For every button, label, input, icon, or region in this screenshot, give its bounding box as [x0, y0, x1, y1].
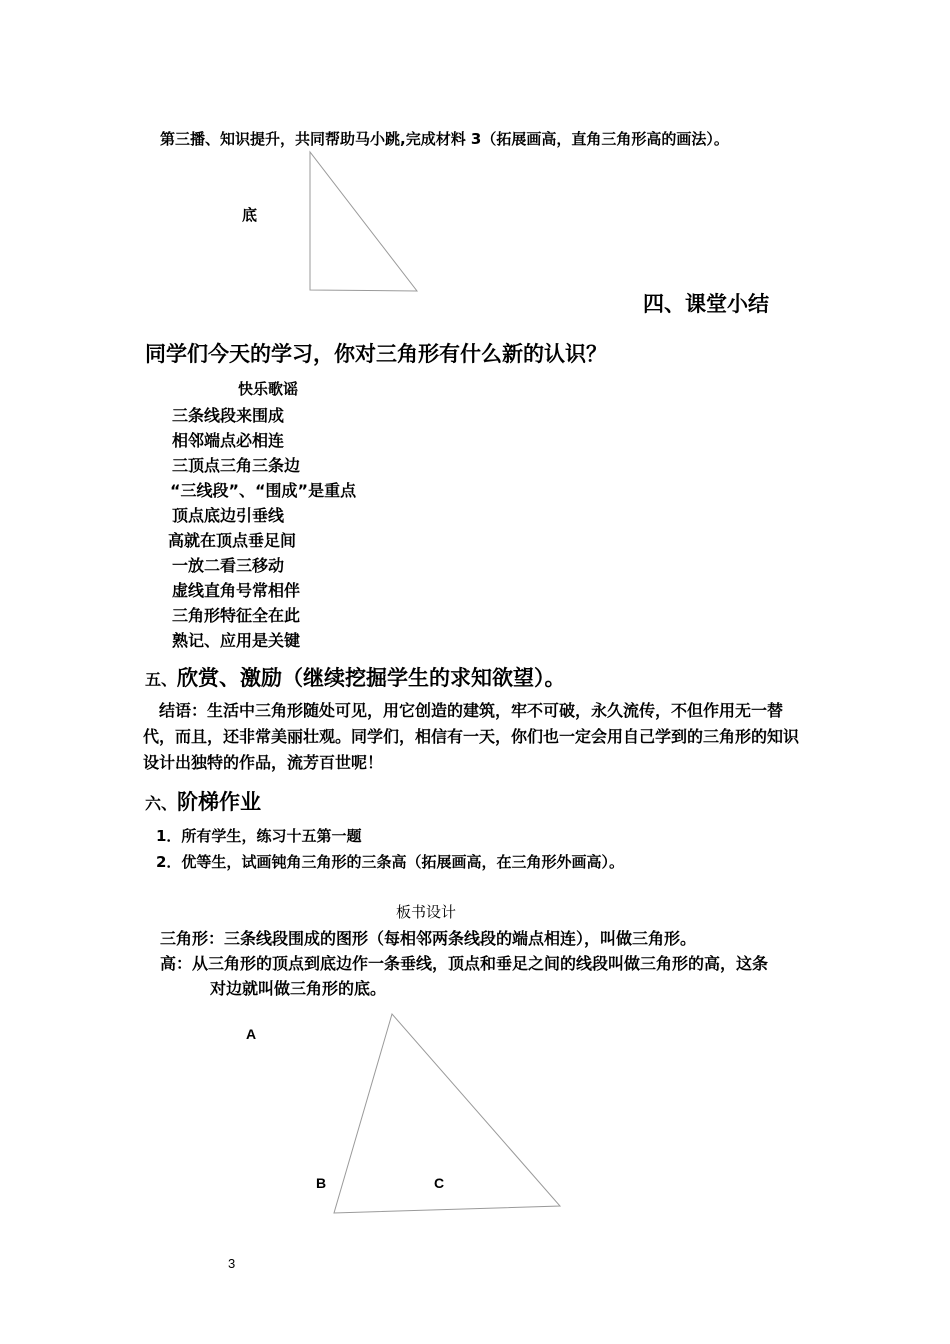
section6-heading-text: 阶梯作业 — [177, 790, 262, 814]
song-line: 熟记、应用是关键 — [172, 631, 301, 650]
song-line: 一放二看三移动 — [172, 556, 285, 575]
section3-instruction: 第三播、知识提升，共同帮助马小跳,完成材料 3（拓展画高，直角三角形高的画法）。 — [160, 130, 729, 148]
song-line: 高就在顶点垂足间 — [168, 531, 297, 550]
vertex-label-a: A — [246, 1026, 257, 1042]
section5-heading-prefix: 五、 — [145, 670, 178, 689]
song-line: 三条线段来围成 — [172, 406, 285, 425]
page-number: 3 — [228, 1256, 236, 1271]
definition-height-line2: 对边就叫做三角形的底。 — [210, 979, 387, 998]
conclusion-paragraph: 结语：生活中三角形随处可见，用它创造的建筑，牢不可破，永久流传，不但作用无一替代，而且，还非常美丽壮观。同学们，相信有一天，你们也一定会用自己学到的三角形的知识设计出独特的作品，流芳百世呢！ — [143, 701, 800, 772]
board-title: 板书设计 — [396, 903, 457, 921]
vertex-label-c: C — [434, 1175, 445, 1191]
song-line: 相邻端点必相连 — [172, 431, 285, 450]
base-label: 底 — [242, 206, 258, 224]
section5-heading — [145, 662, 566, 692]
section6-heading-prefix: 六、 — [145, 794, 178, 813]
section6-heading — [145, 786, 261, 816]
song-line: 顶点底边引垂线 — [172, 506, 285, 525]
song-title: 快乐歌谣 — [238, 380, 299, 398]
summary-question: 同学们今天的学习，你对三角形有什么新的认识？ — [145, 342, 607, 366]
definition-triangle: 三角形：三条线段围成的图形（每相邻两条线段的端点相连），叫做三角形。 — [160, 929, 697, 948]
homework-item: 1．所有学生，练习十五第一题 — [156, 827, 362, 845]
triangle-abc — [334, 1014, 560, 1213]
section4-heading: 四、课堂小结 — [643, 292, 769, 316]
homework-item: 2．优等生，试画钝角三角形的三条高（拓展画高，在三角形外画高）。 — [156, 853, 624, 871]
song-line: 虚线直角号常相伴 — [172, 581, 301, 600]
song-line: 三顶点三角三条边 — [172, 456, 301, 475]
song-line: 三角形特征全在此 — [172, 606, 301, 625]
vertex-label-b: B — [316, 1175, 327, 1191]
definition-height-line1: 高：从三角形的顶点到底边作一条垂线，顶点和垂足之间的线段叫做三角形的高，这条 — [160, 954, 769, 973]
song-line: “三线段”、“围成”是重点 — [170, 481, 357, 500]
right-triangle — [310, 152, 417, 291]
section5-heading-text: 欣赏、激励（继续挖掘学生的求知欲望）。 — [177, 666, 566, 690]
